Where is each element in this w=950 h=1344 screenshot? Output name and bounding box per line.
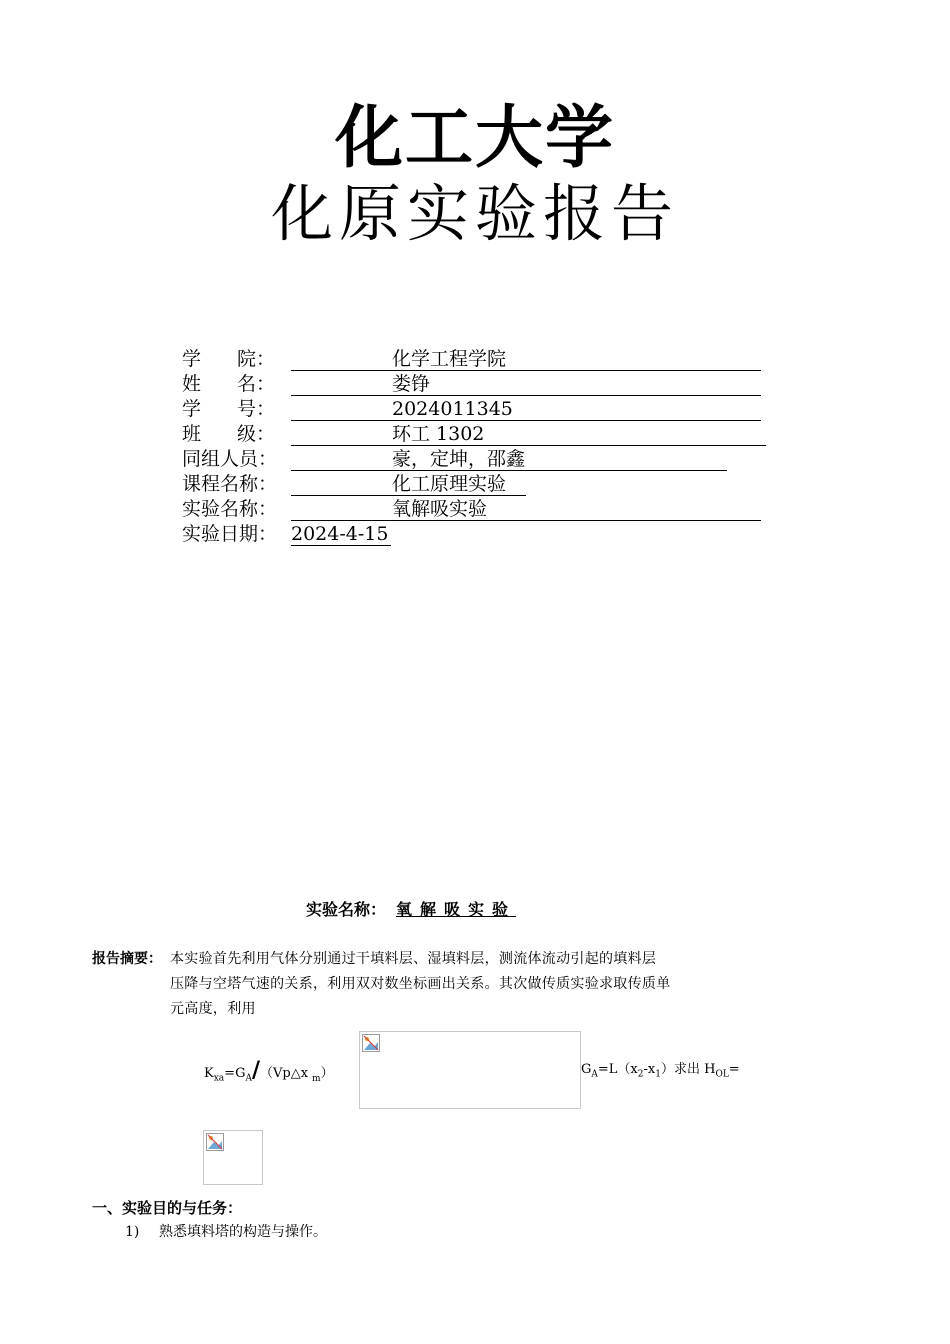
- info-label: 实验名称：: [182, 498, 278, 520]
- info-label: 学 院：: [182, 348, 276, 370]
- report-title: 化原实验报告: [270, 177, 679, 250]
- info-label: 同组人员：: [182, 448, 278, 470]
- broken-image-icon: [206, 1133, 224, 1151]
- list-item-number: 1): [125, 1224, 140, 1240]
- broken-image-placeholder: [203, 1130, 263, 1185]
- experiment-name-value: 氧解吸实验: [396, 900, 517, 919]
- broken-image-icon: [362, 1034, 380, 1052]
- info-value-field: 2024-4-15: [291, 522, 391, 546]
- info-label: 实验日期：: [182, 523, 278, 545]
- experiment-name-label: 实验名称：: [306, 900, 387, 919]
- info-value-field: 化学工程学院: [291, 347, 761, 371]
- info-label: 姓 名：: [182, 373, 276, 395]
- info-value-field: 娄铮: [291, 372, 761, 396]
- abstract-line: 本实验首先利用气体分别通过干填料层、湿填料层，测流体流动引起的填料层: [170, 951, 657, 967]
- broken-image-placeholder: [359, 1031, 581, 1109]
- list-item-text: 熟悉填料塔的构造与操作。: [159, 1224, 327, 1240]
- info-value-field: 化工原理实验: [291, 472, 526, 496]
- formula-kxa: $K_{xa}=G_A/(Vp\triangle x$ $_m$）: [204, 1057, 334, 1084]
- abstract-label: 报告摘要：: [92, 951, 162, 967]
- formula-ga: $G_A=L(x_2-x_1)$求出 $H_{OL}=$: [581, 1062, 740, 1080]
- abstract-line: 元高度，利用: [170, 1001, 256, 1017]
- list-item: [125, 1220, 327, 1244]
- info-label: 班 级：: [182, 423, 276, 445]
- section-heading-objectives: 一、实验目的与任务：: [92, 1199, 243, 1217]
- info-value-field: 豪，定坤，邵鑫: [291, 447, 727, 471]
- info-value-field: 环工 1302: [291, 422, 766, 446]
- abstract-line: 压降与空塔气速的关系，利用双对数坐标画出关系。其次做传质实验求取传质单: [170, 976, 671, 992]
- info-value-field: 氧解吸实验: [291, 497, 761, 521]
- university-title: 化工大学: [334, 99, 615, 178]
- info-label: 课程名称：: [182, 473, 278, 495]
- experiment-name-heading: [306, 898, 516, 922]
- info-label: 学 号：: [182, 398, 276, 420]
- info-value-field: 2024011345: [291, 397, 761, 421]
